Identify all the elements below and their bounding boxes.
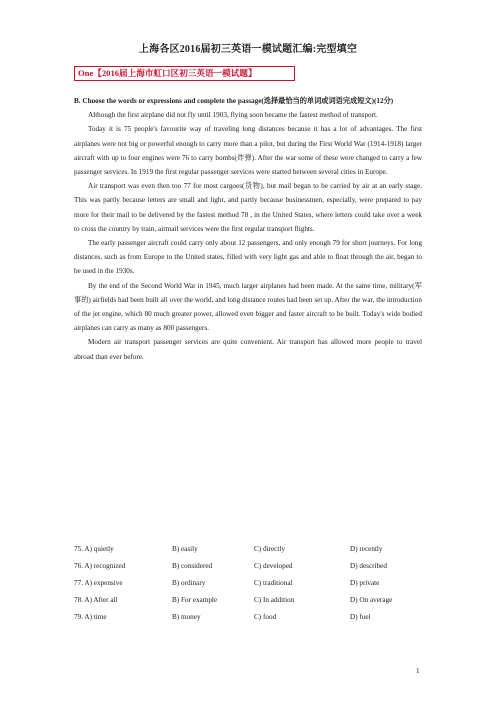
paragraph-5: By the end of the Second World War in 1945, much larger airplanes had been made. At the same time, military(军事的) airfields had been built all over the world, and long distance routes had been set up. After the war, the introduction of the jet engine, which 80 much greater power, allowed even bigger and faster aircraft to be built. Today's wide bodied airplanes can carry as many as 800 passengers.: [74, 281, 422, 333]
option-b: B) For example: [172, 595, 218, 604]
option-c: C) traditional: [254, 578, 293, 587]
paragraph-1: Although the first airplane did not fly until 1903, flying soon became the fastest method of transport.: [88, 111, 378, 120]
option-b: B) easily: [172, 545, 198, 553]
page-number: 1: [416, 667, 420, 675]
option-b: B) money: [172, 612, 201, 621]
passage-body: [74, 94, 422, 364]
option-row-78: [74, 592, 434, 609]
option-a: 76. A) recognized: [74, 561, 126, 570]
option-c: C) food: [254, 612, 277, 621]
option-a: 75. A) quietly: [74, 545, 114, 553]
option-row-76: [74, 558, 434, 575]
option-b: B) considered: [172, 561, 213, 570]
option-b: B) ordinary: [172, 578, 206, 587]
paragraph-6: Modern air transport passenger services are quite convenient. Air transport has allowed more people to travel abroad than ever before.: [74, 338, 422, 361]
option-a: 77. A) expensive: [74, 578, 123, 587]
option-d: D) described: [350, 561, 387, 570]
paragraph-4: The early passenger aircraft could carry only about 12 passengers, and only enough 79 for short journeys. For long distances, such as from Europe to the United states, filled with very light gas and able to float through the air, began to be used in the 1930s.: [74, 239, 422, 276]
option-d: D) recently: [350, 545, 383, 553]
section-b-instructions: B. Choose the words or expressions and complete the passage(选择最恰当的单词或词语完成短文)(12分): [74, 97, 394, 105]
option-c: C) directly: [254, 545, 285, 553]
option-d: D) private: [350, 578, 380, 587]
option-d: D) fuel: [350, 612, 371, 621]
option-a: 79. A) time: [74, 612, 107, 621]
option-row-77: [74, 575, 434, 592]
option-d: D) On average: [350, 595, 393, 604]
option-a: 78. A) After all: [74, 595, 118, 604]
section-heading-box: One【2016届上海市虹口区初三英语一模试题】: [74, 66, 295, 81]
option-c: C) In addition: [254, 595, 295, 604]
option-row-75: [74, 541, 434, 558]
option-row-79: [74, 609, 434, 626]
answer-options: [74, 541, 434, 626]
paragraph-2: Today it is 75 people's favourite way of traveling long distances because it has a lot of advantages. The first airplanes were not big or powerful enough to carry more than a pilot, but during the First World War (1914-1918) larger aircraft with up to four engines were 76 to carry bombs(炸弹). After the war some of these were changed to carry a few passenger services. In 1919 the first regular passenger services were started between several cities in Europe.: [74, 125, 422, 177]
document-title: 上海各区2016届初三英语一模试题汇编:完型填空: [138, 44, 358, 55]
paragraph-3: Air transport was even then too 77 for most cargoes(货物), but mail began to be carried by air at an early stage. This was partly because letters are small and light, and partly because businessmen, especially, were prepared to pay more for their mail to be delivered by the fastest method 78 , in the United States, where letters could take over a week to cross the country by train, airmail services were the first regular transport flights.: [74, 182, 422, 233]
option-c: C) developed: [254, 561, 293, 570]
